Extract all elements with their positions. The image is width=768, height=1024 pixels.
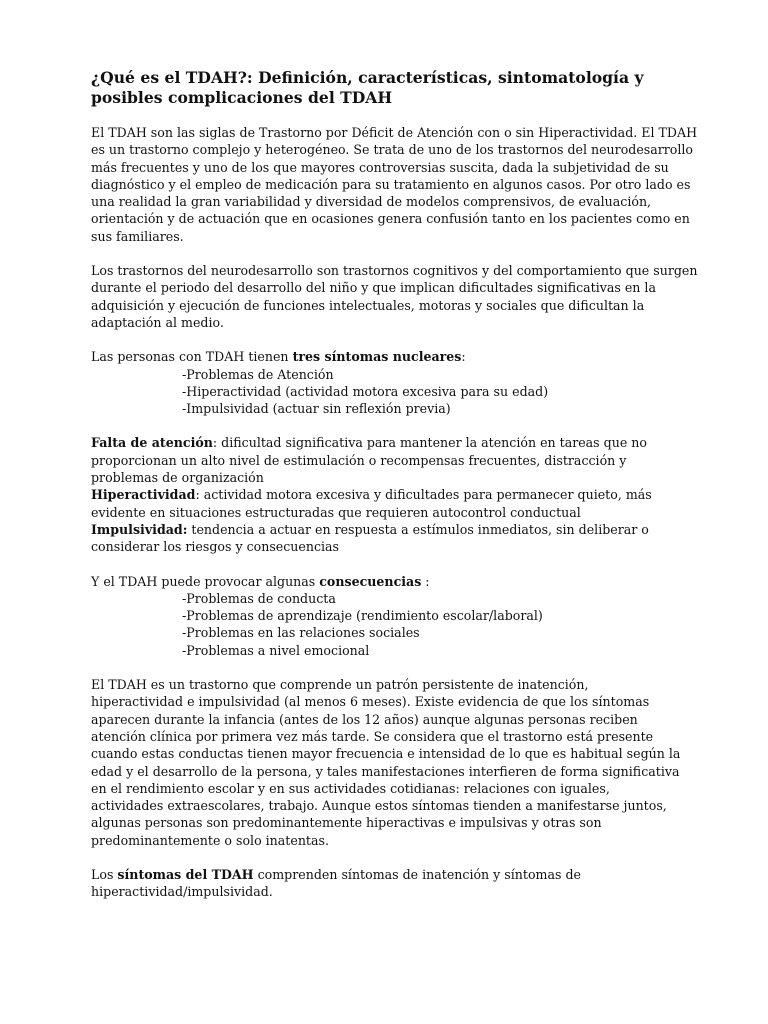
paragraph-line: hiperactividad e impulsividad (al menos 6 meses). Existe evidencia de que los síntomas: [91, 694, 650, 710]
list-item: -Impulsividad (actuar sin reflexión previa): [182, 401, 451, 417]
def-hiper-text1: : actividad motora excesiva y dificultades para permanecer quieto, más: [195, 487, 652, 503]
paragraph-line: cuando estas conductas tienen mayor frecuencia e intensidad de lo que es habitual según la: [91, 746, 681, 762]
nuclear-symptoms-list: [91, 366, 701, 418]
consequences-lead: Y el TDAH puede provocar algunas: [91, 573, 320, 589]
consequences-section: [91, 573, 701, 659]
pattern-paragraph: [91, 676, 701, 849]
def-impuls-line2: considerar los riesgos y consecuencias: [91, 539, 340, 555]
nuclear-symptoms-intro: [91, 348, 701, 365]
consequences-list: [91, 590, 701, 659]
symptoms-text1: comprenden síntomas de inatención y síntomas de: [253, 866, 581, 882]
nuclear-lead: Las personas con TDAH tienen: [91, 349, 293, 365]
list-item: -Problemas de aprendizaje (rendimiento escolar/laboral): [182, 608, 543, 624]
symptoms-bold: síntomas del TDAH: [117, 866, 254, 882]
neurodevelopment-paragraph: Los trastornos del neurodesarrollo son trastornos cognitivos y del comportamiento que surgen durante el periodo del desarrollo del niño y que implican dificultades significativas en la adquisición y ejecución de funciones intelectuales, motoras y sociales que dificultan la adaptación al medio.: [91, 263, 698, 330]
consequences-intro: [91, 573, 701, 590]
def-atencion-term: Falta de atención: [91, 435, 213, 451]
def-impuls-text1: tendencia a actuar en respuesta a estímulos inmediatos, sin deliberar o: [187, 521, 649, 537]
consequences-bold: consecuencias: [319, 573, 422, 589]
consequences-tail: :: [421, 573, 430, 589]
nuclear-symptoms-section: [91, 348, 701, 417]
list-item: -Problemas de Atención: [182, 366, 334, 382]
def-atencion-text1: : dificultad significativa para mantener la atención en tareas que no: [212, 435, 647, 451]
paragraph-line: actividades extraescolares, trabajo. Aunque estos síntomas tienden a manifestarse juntos,: [91, 798, 667, 814]
def-hiper-term: Hiperactividad: [91, 487, 196, 503]
def-atencion-line3: problemas de organización: [91, 470, 264, 486]
intro-paragraph: El TDAH son las siglas de Trastorno por Déficit de Atención con o sin Hiperactividad. El TDAH es un trastorno complejo y heterogéneo. Se trata de uno de los trastornos del neurodesarrollo más frecuentes y uno de los que mayores controversias suscita, dada la subjetividad de su diagnóstico y el empleo de medicación para su tratamiento en algunos casos. Por otro lado es una realidad la gran variabilidad y diversidad de modelos comprensivos, de evaluación, orientación y de actuación que en ocasiones genera confusión tanto en los pacientes como en sus familiares.: [91, 125, 698, 244]
list-item: -Problemas en las relaciones sociales: [182, 625, 420, 641]
paragraph-line: El TDAH es un trastorno que comprende un patrón persistente de inatención,: [91, 677, 589, 693]
paragraph-line: en el rendimiento escolar y en sus actividades cotidianas: relaciones con iguales,: [91, 780, 610, 796]
paragraph-line: aparecen durante la infancia (antes de los 12 años) aunque algunas personas reciben: [91, 711, 638, 727]
nuclear-tail: :: [461, 349, 466, 365]
document-page: [91, 68, 701, 918]
paragraph-line: algunas personas son predominantemente hiperactivas e impulsivas y otras son: [91, 815, 602, 831]
list-item: -Hiperactividad (actividad motora excesiva para su edad): [182, 383, 549, 399]
paragraph-line: atención clínica por primera vez más tarde. Se considera que el trastorno está presente: [91, 728, 654, 744]
paragraph-line: edad y el desarrollo de la persona, y tales manifestaciones interfieren de forma significativa: [91, 763, 680, 779]
symptoms-lead: Los: [91, 866, 118, 882]
symptoms-paragraph: [91, 866, 701, 901]
list-item: -Problemas de conducta: [182, 590, 336, 606]
def-hiper-line1: [91, 486, 701, 503]
def-impuls-term: Impulsividad:: [91, 521, 188, 537]
definitions-section: [91, 434, 701, 555]
def-atencion-line1: [91, 434, 701, 451]
symptoms-line1: [91, 866, 701, 883]
document-title: ¿Qué es el TDAH?: Definición, características, sintomatología y posibles complicaciones del TDAH: [91, 68, 644, 107]
def-atencion-line2: proporcionan un alto nivel de estimulación o recompensas frecuentes, distracción y: [91, 452, 627, 468]
def-impuls-line1: [91, 521, 701, 538]
paragraph-line: predominantemente o solo inatentas.: [91, 832, 329, 848]
list-item: -Problemas a nivel emocional: [182, 642, 370, 658]
nuclear-bold: tres síntomas nucleares: [292, 349, 462, 365]
symptoms-line2: hiperactividad/impulsividad.: [91, 884, 273, 900]
def-hiper-line2: evidente en situaciones estructuradas que requieren autocontrol conductual: [91, 504, 581, 520]
